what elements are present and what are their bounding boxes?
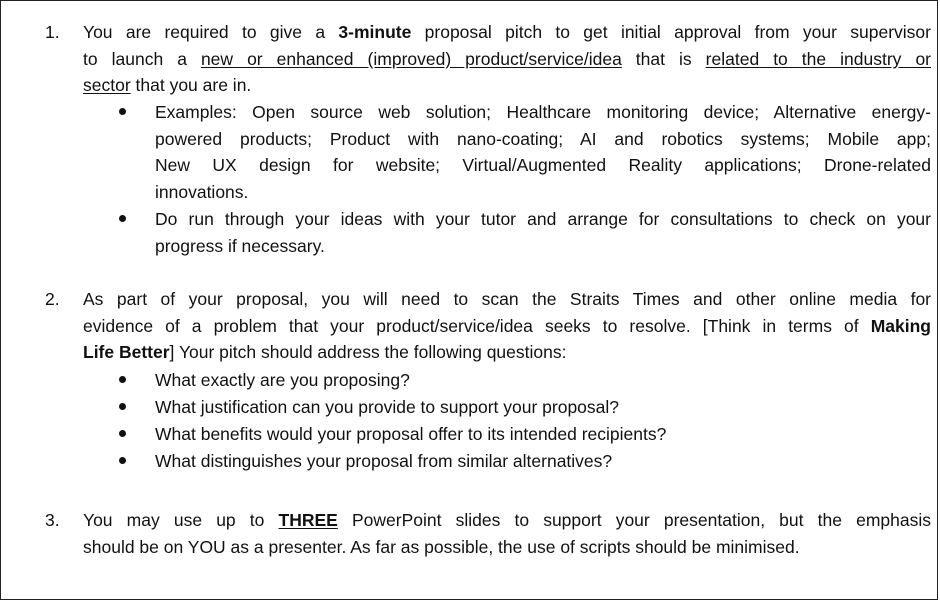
paragraph-line [83,46,931,73]
text-run: You may use up to [83,510,279,530]
paragraph-line [83,72,931,99]
text-run: evidence of a problem that your product/service/idea seeks to resolve. [Think in terms of [83,315,871,336]
emphasis-three: THREE [278,510,338,530]
bullet-text [155,394,931,421]
text-run: should be on YOU as a presenter. As far as possible, the use of scripts should be minimised. [83,536,800,557]
emphasis-making: Making [870,315,931,336]
bullet-line: What benefits would your proposal offer to its intended recipients? [155,424,667,444]
bullet-text [155,448,931,475]
bullet-line: New UX design for website; Virtual/Augmented Reality applications; Drone-related [155,155,931,175]
item-paragraph [83,19,931,99]
paragraph-line [83,507,931,534]
bullet-line: What exactly are you proposing? [155,370,410,390]
text-run: ] Your pitch should address the following questions: [169,342,567,362]
bullet-dot-icon [119,403,126,410]
bullet-text [155,421,931,448]
emphasis-life-better: Life Better [83,342,170,362]
bullet-dot-icon [119,108,126,115]
underlined-sector-word: sector [83,75,131,95]
paragraph-line [83,19,931,46]
paragraph-line [83,339,931,366]
item-paragraph [83,286,931,366]
item-number: 2. [45,289,60,309]
item-paragraph [83,507,931,560]
underlined-product-phrase: new or enhanced (improved) product/service/idea [200,48,622,69]
bullet-dot-icon [119,457,126,464]
bullet-line: What distinguishes your proposal from similar alternatives? [155,451,613,471]
bullet-dot-icon [119,430,126,437]
text-run: to launch a [83,48,201,69]
item-number: 3. [45,510,60,530]
text-run: As part of your proposal, you will need to scan the Straits Times and other online media for [83,289,931,309]
text-run: that is [621,48,706,69]
paragraph-line [83,534,931,561]
item-number: 1. [45,22,60,42]
bullet-dot-icon [119,376,126,383]
underlined-industry-phrase: related to the industry or [705,48,931,69]
bullet-line: What justification can you provide to support your proposal? [155,397,620,417]
bullet-dot-icon [119,215,126,222]
bullet-line: Examples: Open source web solution; Healthcare monitoring device; Alternative energy- [155,102,931,122]
bullet-text [155,206,931,259]
paragraph-line [83,286,931,313]
bullet-line: Do run through your ideas with your tutor and arrange for consultations to check on your [155,209,931,229]
text-run: PowerPoint slides to support your presentation, but the emphasis [337,510,931,530]
text-run: proposal pitch to get initial approval from your supervisor [411,22,931,42]
bullet-line: innovations. [155,181,249,202]
bullet-line: powered products; Product with nano-coating; AI and robotics systems; Mobile app; [155,128,931,149]
bullet-text [155,367,931,394]
bullet-line: progress if necessary. [155,235,325,256]
text-run: You are required to give a [83,22,339,42]
bullet-text [155,99,931,205]
emphasis-duration: 3-minute [338,22,412,42]
text-run: that you are in. [130,75,252,95]
paragraph-line [83,313,931,340]
